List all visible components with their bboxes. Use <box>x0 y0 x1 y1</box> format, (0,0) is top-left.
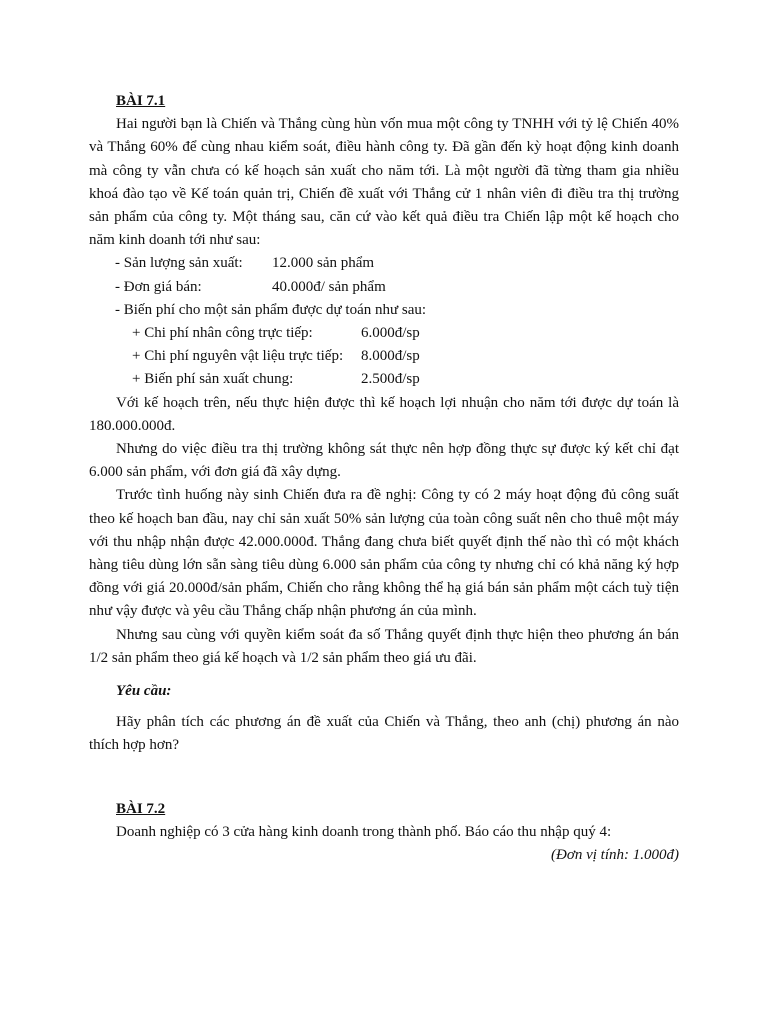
plan-item-production <box>89 252 679 275</box>
plan-item-price <box>89 276 679 299</box>
request-heading: Yêu cầu: <box>116 683 172 700</box>
variable-cost-heading <box>89 299 679 322</box>
plan-item-value: 40.000đ/ sản phẩm <box>272 278 386 295</box>
exercise-7-2-intro: Doanh nghiệp có 3 cửa hàng kinh doanh trong thành phố. Báo cáo thu nhập quý 4: <box>116 823 612 840</box>
proposal-paragraph: Trước tình huống này sinh Chiến đưa ra đề nghị: Công ty có 2 máy hoạt động đủ công suất theo kế hoạch ban đầu, nay chỉ sản xuất 50% sản lượng của toàn công suất nên cho thuê một máy với thu nhập nhận được 42.000.000đ. Thắng đang chưa biết quyết định thế nào thì có một khách hàng tiêu dùng lớn sẵn sàng tiêu dùng 6.000 sản phẩm của công ty nhưng chỉ có khả năng ký hợp đồng với giá 20.000đ/sản phẩm, Chiến cho rằng không thể hạ giá bán sản phẩm một cách tuỳ tiện như vậy được và yêu cầu Thắng chấp nhận phương án của mình. <box>89 487 679 620</box>
cost-item-value: 8.000đ/sp <box>361 348 420 365</box>
plan-item-value: 12.000 sản phẩm <box>272 255 375 272</box>
unit-note: (Đơn vị tính: 1.000đ) <box>551 847 679 864</box>
cost-item-label: + Chi phí nguyên vật liệu trực tiếp: <box>132 348 344 365</box>
variable-cost-heading-text: - Biến phí cho một sản phẩm được dự toán như sau: <box>115 301 427 318</box>
cost-item-overhead <box>89 368 679 391</box>
exercise-7-2-title: BÀI 7.2 <box>116 800 166 817</box>
cost-item-value: 6.000đ/sp <box>361 325 420 342</box>
cost-item-label: + Biến phí sản xuất chung: <box>132 371 294 388</box>
decision-paragraph: Nhưng sau cùng với quyền kiểm soát đa số Thắng quyết định thực hiện theo phương án bán 1/2 sản phẩm theo giá kế hoạch và 1/2 sản phẩm theo giá ưu đãi. <box>89 626 679 666</box>
cost-item-label: + Chi phí nhân công trực tiếp: <box>132 325 313 342</box>
cost-item-labor <box>89 322 679 345</box>
request-text: Hãy phân tích các phương án đề xuất của Chiến và Thắng, theo anh (chị) phương án nào thích hợp hơn? <box>89 714 679 754</box>
cost-item-value: 2.500đ/sp <box>361 371 420 388</box>
plan-item-label: - Đơn giá bán: <box>115 278 202 295</box>
plan-item-label: - Sản lượng sản xuất: <box>115 255 243 272</box>
profit-plan-paragraph: Với kế hoạch trên, nếu thực hiện được thì kế hoạch lợi nhuận cho năm tới được dự toán là 180.000.000đ. <box>89 394 679 434</box>
market-survey-paragraph: Nhưng do việc điều tra thị trường không sát thực nên hợp đồng thực sự được ký kết chỉ đạt 6.000 sản phẩm, với đơn giá đã xây dựng. <box>89 441 679 481</box>
section-spacer <box>89 758 679 798</box>
cost-item-materials <box>89 345 679 368</box>
exercise-7-1-title: BÀI 7.1 <box>116 93 166 109</box>
exercise-7-1-intro-paragraph: Hai người bạn là Chiến và Thắng cùng hùn vốn mua một công ty TNHH với tỷ lệ Chiến 40% và Thắng 60% để cùng nhau kiểm soát, điều hành công ty. Đã gần đến kỳ hoạt động kinh doanh mà công ty vẫn chưa có kế hoạch sản xuất cho năm tới. Là một người đã từng tham gia nhiều khoá đào tạo về Kế toán quản trị, Chiến đề xuất với Thắng cử 1 nhân viên đi điều tra thị trường sản phẩm của công ty. Một tháng sau, căn cứ vào kết quả điều tra Chiến lập một kế hoạch cho năm kinh doanh tới như sau: <box>89 116 679 249</box>
